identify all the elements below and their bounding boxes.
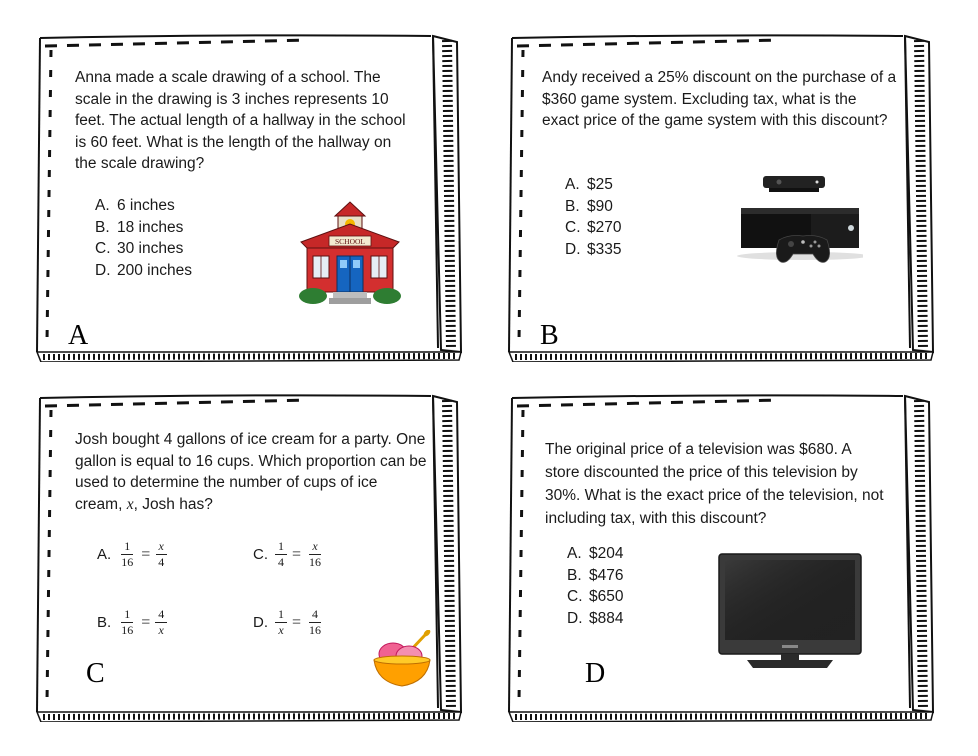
question-text: Andy received a 25% discount on the purchase of a $360 game system. Excluding tax, what is the exact price of the game system with this discount? (542, 69, 897, 129)
answer-choices (95, 195, 192, 281)
choice-c: C. $650 (567, 588, 624, 605)
school-house-icon (297, 198, 403, 310)
card-body (33, 392, 463, 722)
fraction: $\frac{x}{4}$ (155, 540, 167, 569)
answer-choices (567, 543, 623, 629)
choice-a: A. $\frac{1}{16}$ = $\frac{x}{4}$ (97, 540, 170, 569)
card-body (505, 32, 935, 362)
card-letter: B (540, 320, 559, 351)
choice-c: C. 30 inches (95, 240, 184, 257)
choice-d: D. $335 (565, 240, 622, 258)
game-console-icon (733, 172, 863, 277)
fraction: $\frac{4}{x}$ (155, 608, 167, 637)
choice-d: D. 200 inches (95, 261, 192, 279)
card-body (33, 32, 463, 362)
choice-b: B. $476 (567, 566, 624, 584)
question-text: Josh bought 4 gallons of ice cream for a party. One gallon is equal to 16 cups. Which proportion can be used to determine the number of cups of ice cream, x, Josh has? (75, 431, 427, 513)
variable-x: x (126, 495, 134, 513)
question-text: Anna made a scale drawing of a school. The scale in the drawing is 3 inches represents 10 feet. The actual length of a hallway in the school is 60 feet. What is the length of the hallway on the scale drawing? (75, 69, 406, 172)
choice-d: D. $\frac{1}{x}$ = $\frac{4}{16}$ (253, 608, 327, 637)
answer-choices (565, 174, 621, 260)
card-letter: D (585, 658, 606, 689)
choice-b: B. 18 inches (95, 218, 184, 236)
task-card-c (33, 392, 463, 722)
choice-c: C. $270 (565, 219, 622, 236)
choice-a: A. $25 (565, 176, 613, 193)
card-letter: C (86, 658, 105, 689)
fraction: $\frac{x}{16}$ (309, 539, 322, 569)
fraction: $\frac{1}{16}$ (121, 607, 134, 637)
fraction: $\frac{4}{16}$ (309, 607, 322, 637)
svg-text:SCHOOL: SCHOOL (334, 237, 366, 246)
choice-b: B. $90 (565, 197, 613, 215)
card-letter: A (68, 320, 89, 351)
choice-a: A. $204 (567, 545, 624, 562)
fraction: $\frac{1}{4}$ (275, 540, 287, 569)
task-card-a (33, 32, 463, 362)
fraction: $\frac{1}{x}$ (275, 608, 287, 637)
choice-b: B. $\frac{1}{16}$ = $\frac{4}{x}$ (97, 608, 170, 637)
task-card-d (505, 392, 935, 722)
card-body (505, 392, 935, 722)
question-text: The original price of a television was $680. A store discounted the price of this television by 30%. What is the exact price of the television, not including tax, with this discount? (545, 441, 884, 527)
task-card-b (505, 32, 935, 362)
choice-d: D. $884 (567, 609, 624, 627)
ice-cream-bowl-icon (371, 630, 433, 690)
fraction: $\frac{1}{16}$ (121, 539, 134, 569)
choice-a: A. 6 inches (95, 197, 175, 214)
choice-c: C. $\frac{1}{4}$ = $\frac{x}{16}$ (253, 540, 327, 569)
television-icon (717, 552, 863, 670)
